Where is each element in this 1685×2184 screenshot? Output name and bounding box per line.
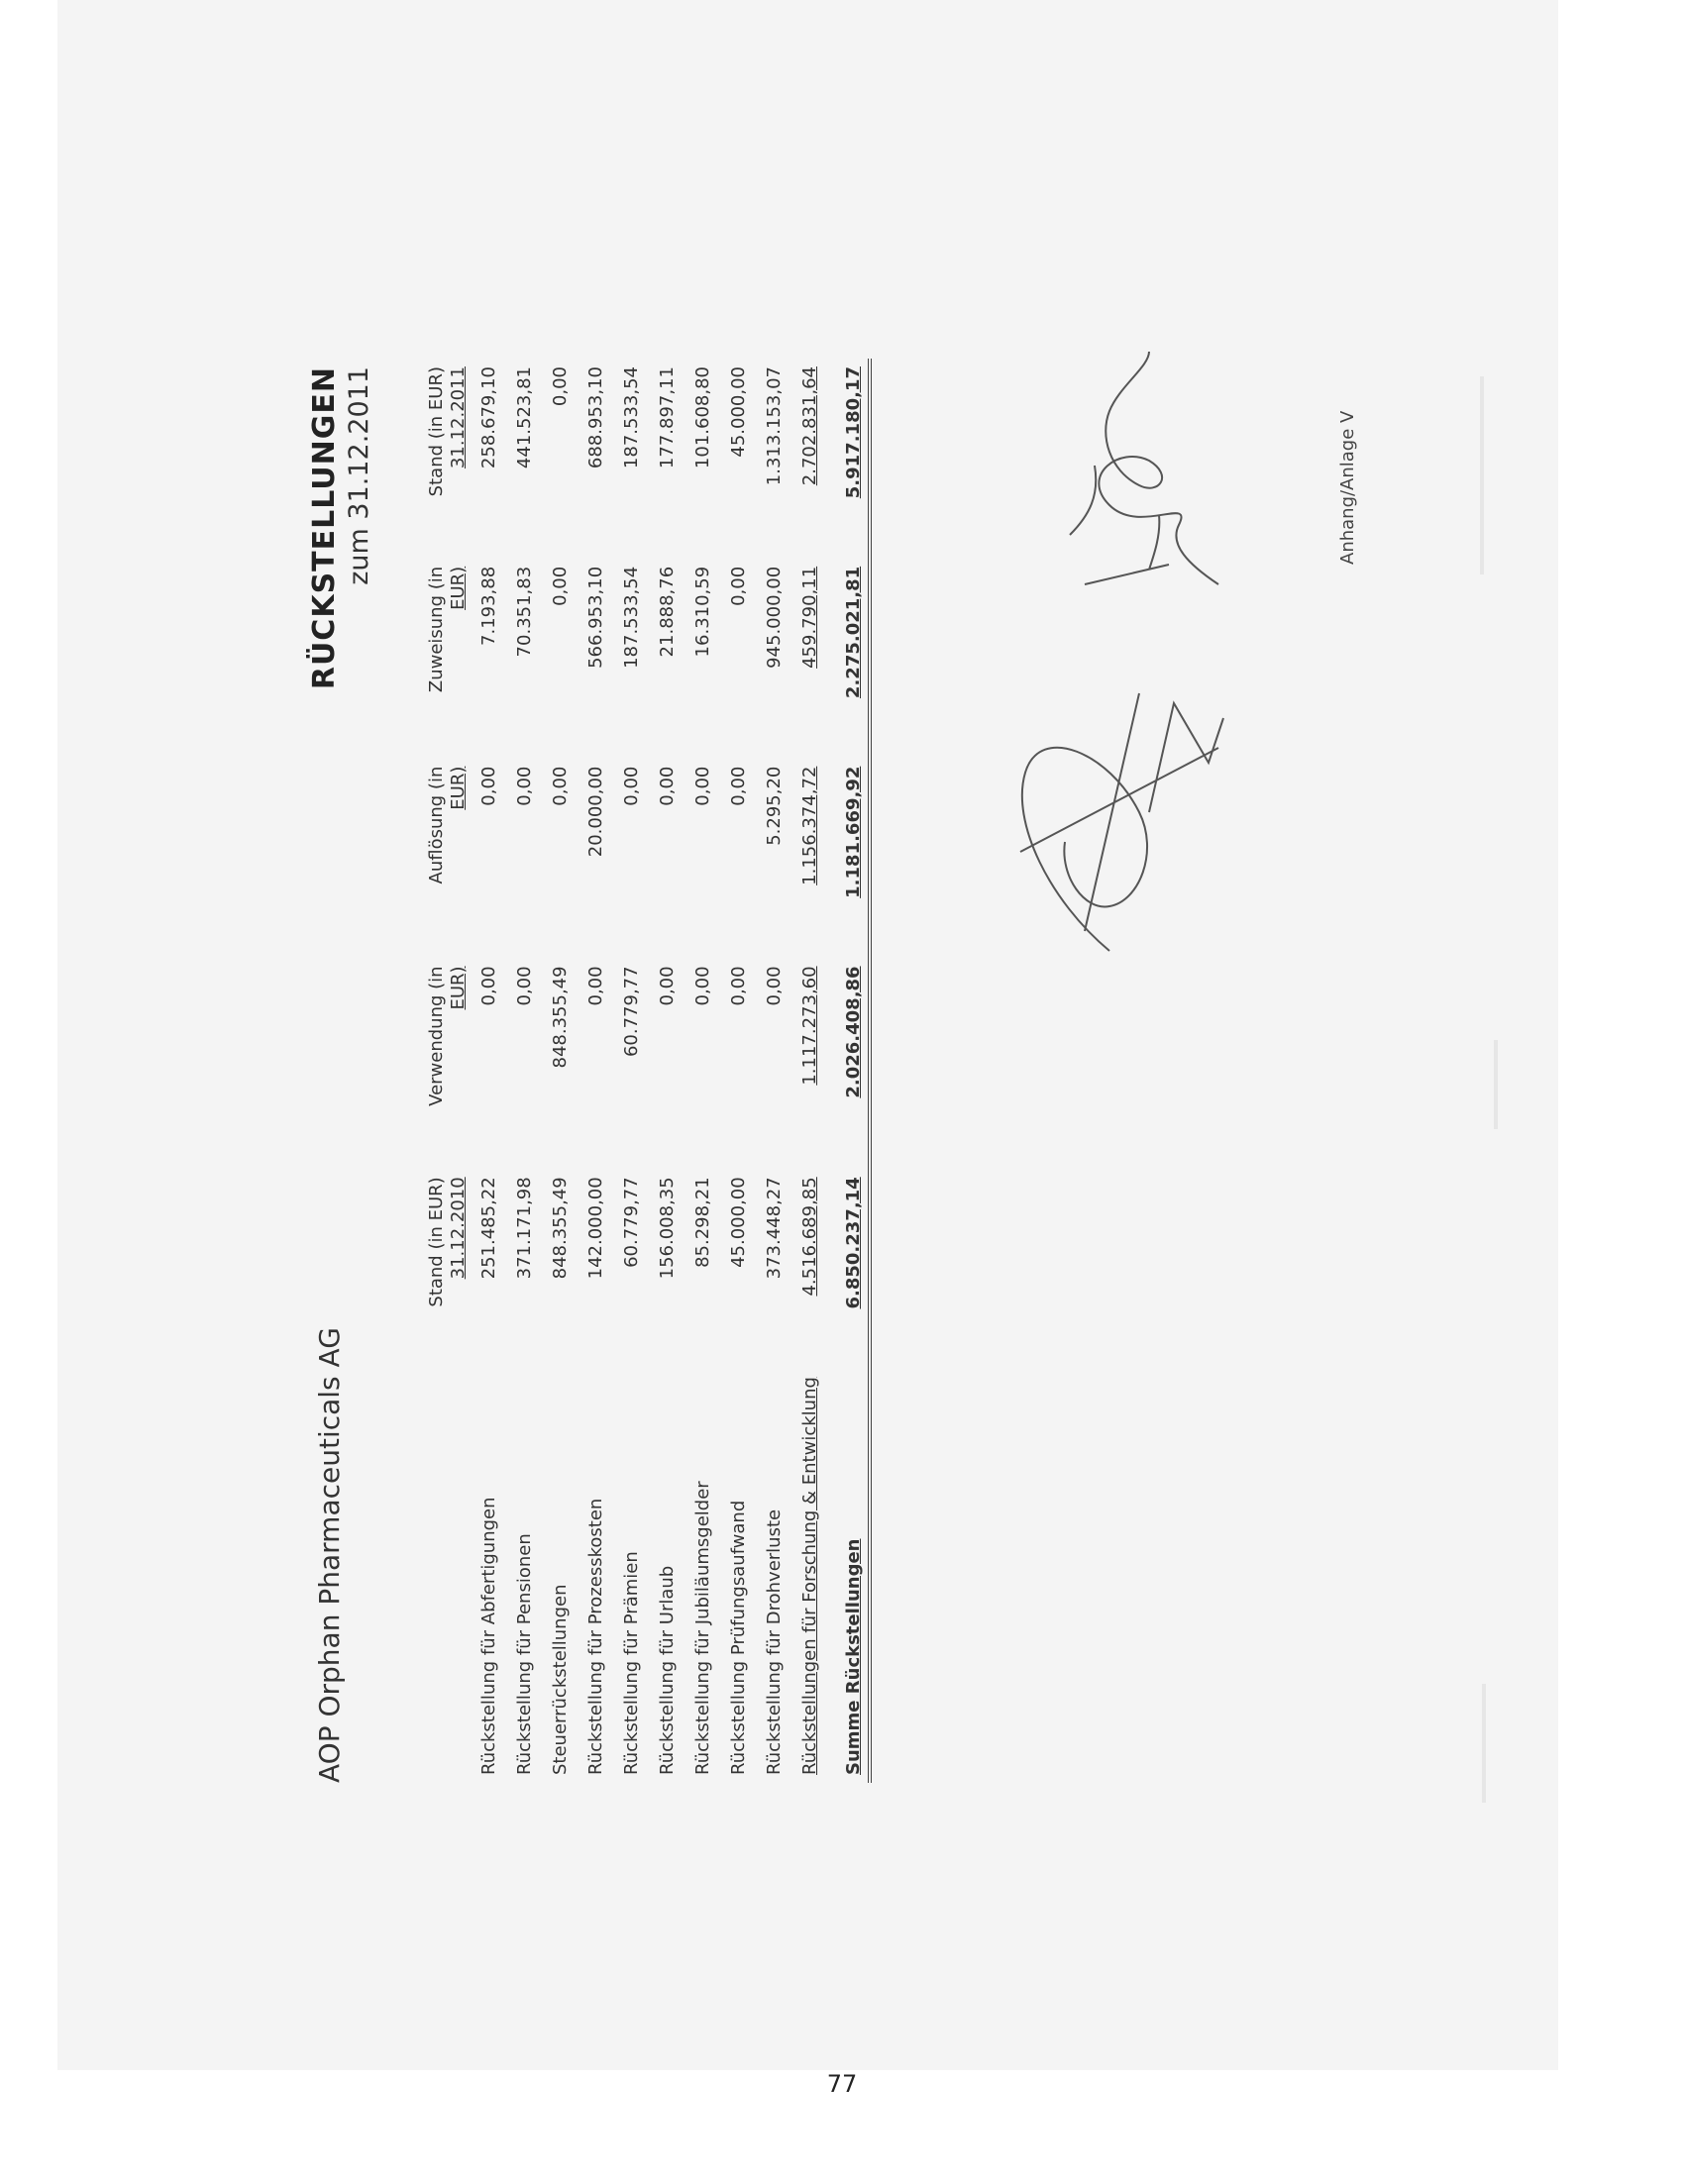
company-name: AOP Orphan Pharmaceuticals AG: [313, 1327, 346, 1783]
table-row: [614, 359, 650, 1783]
annex-label: Anhang/Anlage V: [1337, 410, 1358, 565]
row-label: Rückstellung für Prozesskosten: [585, 1498, 606, 1775]
table-cell: 45.000,00: [728, 366, 749, 458]
table-cell: 373.448,27: [764, 1177, 785, 1280]
table-cell: 0,00: [514, 766, 535, 806]
table-cell: 5.295,20: [764, 766, 785, 846]
table-cell: 848.355,49: [550, 1177, 571, 1280]
table-row: [472, 359, 507, 1783]
table-cell: 1.156.374,72: [799, 766, 820, 885]
total-label: Summe Rückstellungen: [828, 1369, 870, 1783]
table-header-row: [426, 359, 472, 1783]
total-row: [828, 359, 870, 1783]
table-cell: 60.779,77: [621, 966, 642, 1058]
row-label: Rückstellungen für Forschung & Entwicklung: [799, 1377, 820, 1775]
table-cell: 177.897,11: [657, 366, 678, 469]
column-header: Auflösung (in EUR): [426, 766, 469, 884]
page-number: 77: [826, 2070, 858, 2098]
table-cell: 45.000,00: [728, 1177, 749, 1268]
table-row: [507, 359, 543, 1783]
row-label: Rückstellung für Jubiläumsgelder: [692, 1481, 713, 1775]
document-title-block: [307, 366, 374, 753]
document-title: RÜCKSTELLUNGEN: [307, 366, 342, 690]
table-cell: 0,00: [728, 966, 749, 1006]
row-label: Rückstellung für Urlaub: [657, 1565, 678, 1775]
table-cell: 566.953,10: [585, 566, 606, 669]
table-cell: 0,00: [478, 966, 499, 1006]
table-cell: 1.117.273,60: [799, 966, 820, 1086]
table-cell: 0,00: [657, 766, 678, 806]
table-cell: 1.313.153,07: [764, 366, 785, 486]
table-cell: 251.485,22: [478, 1177, 499, 1280]
table-cell: 0,00: [657, 966, 678, 1006]
provisions-table: [426, 359, 872, 1783]
table-cell: 0,00: [728, 766, 749, 806]
table-cell: 101.608,80: [692, 366, 713, 469]
table-row: [721, 359, 757, 1783]
table-cell: 848.355,49: [550, 966, 571, 1069]
handwritten-signatures: [991, 347, 1298, 961]
table-row: [579, 359, 614, 1783]
table-cell: 0,00: [550, 366, 571, 407]
table-cell: 7.193,88: [478, 566, 499, 646]
row-label: Rückstellung Prüfungsaufwand: [728, 1500, 749, 1775]
table-cell: 187.533,54: [621, 366, 642, 469]
total-cell: 2.026.408,86: [828, 958, 870, 1169]
table-cell: 0,00: [692, 966, 713, 1006]
rotated-document: [307, 347, 1358, 1832]
table-cell: 0,00: [621, 766, 642, 806]
scan-artifact: [1494, 1040, 1498, 1129]
header-empty: [426, 1369, 472, 1783]
table-row: [757, 359, 792, 1783]
column-header: Stand (in EUR) 31.12.2011: [426, 366, 469, 497]
table-cell: 60.779,77: [621, 1177, 642, 1268]
row-label: Rückstellung für Prämien: [621, 1551, 642, 1775]
table-cell: 85.298,21: [692, 1177, 713, 1268]
table-row: [792, 359, 828, 1783]
table-row: [650, 359, 685, 1783]
row-label: Rückstellung für Abfertigungen: [478, 1497, 499, 1775]
table-cell: 0,00: [478, 766, 499, 806]
table-cell: 70.351,83: [514, 566, 535, 658]
table-cell: 2.702.831,64: [799, 366, 820, 486]
scan-artifact: [1482, 1684, 1486, 1803]
table-row: [685, 359, 721, 1783]
row-label: Rückstellung für Pensionen: [514, 1533, 535, 1775]
table-cell: 4.516.689,85: [799, 1177, 820, 1297]
table-cell: 371.171,98: [514, 1177, 535, 1280]
table-cell: 0,00: [692, 766, 713, 806]
row-label: Rückstellung für Drohverluste: [764, 1508, 785, 1775]
document-subtitle: zum 31.12.2011: [344, 366, 374, 585]
table-cell: 0,00: [728, 566, 749, 606]
column-header: Stand (in EUR) 31.12.2010: [426, 1177, 469, 1307]
total-cell: 6.850.237,14: [828, 1169, 870, 1369]
column-header: Verwendung (in EUR): [426, 966, 469, 1106]
table-cell: 258.679,10: [478, 366, 499, 469]
table-cell: 0,00: [514, 966, 535, 1006]
table-cell: 20.000,00: [585, 766, 606, 858]
table-row: [543, 359, 579, 1783]
total-cell: 5.917.180,17: [828, 359, 870, 559]
table-cell: 142.000,00: [585, 1177, 606, 1280]
scan-artifact: [1480, 376, 1484, 574]
table-cell: 459.790,11: [799, 566, 820, 669]
total-cell: 2.275.021,81: [828, 559, 870, 759]
table-cell: 187.533,54: [621, 566, 642, 669]
table-cell: 156.008,35: [657, 1177, 678, 1280]
table-cell: 0,00: [550, 566, 571, 606]
table-cell: 0,00: [550, 766, 571, 806]
row-label: Steuerrückstellungen: [550, 1584, 571, 1775]
table-cell: 21.888,76: [657, 566, 678, 658]
table-cell: 441.523,81: [514, 366, 535, 469]
table-cell: 0,00: [585, 966, 606, 1006]
table-cell: 945.000,00: [764, 566, 785, 669]
table-cell: 0,00: [764, 966, 785, 1006]
column-header: Zuweisung (in EUR): [426, 566, 469, 693]
table-cell: 16.310,59: [692, 566, 713, 658]
table-cell: 688.953,10: [585, 366, 606, 469]
total-cell: 1.181.669,92: [828, 759, 870, 959]
